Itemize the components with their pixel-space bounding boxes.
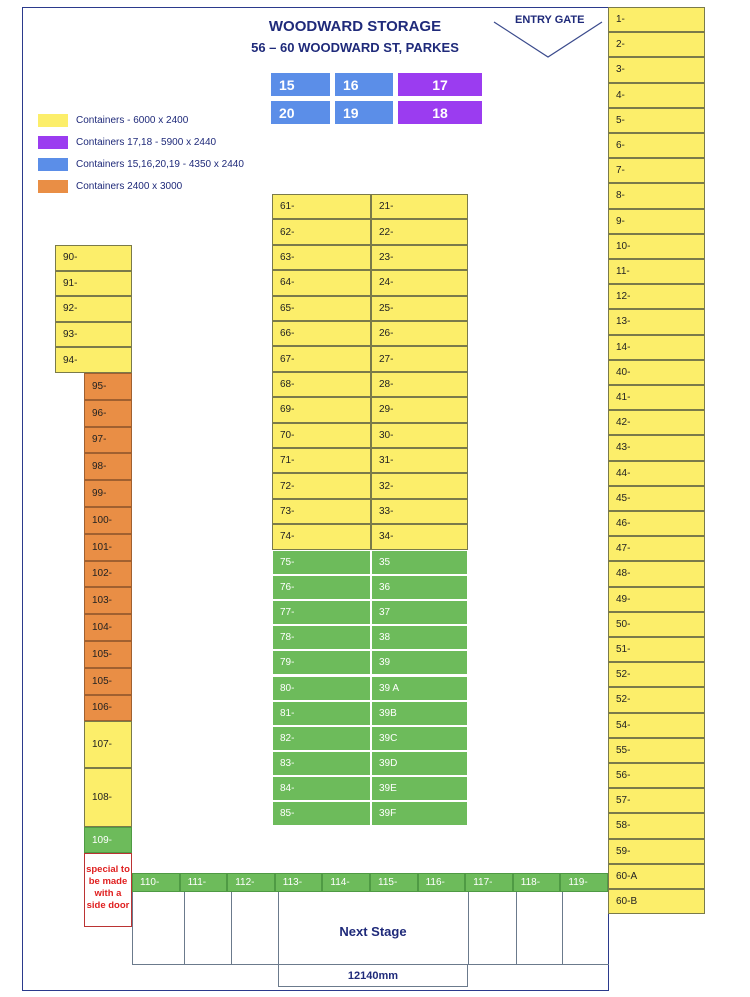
legend-label: Containers 17,18 - 5900 x 2440 bbox=[76, 137, 217, 148]
container-unit: 39F bbox=[371, 801, 468, 826]
container-unit: 109- bbox=[84, 827, 132, 853]
container-unit: 48- bbox=[608, 561, 705, 586]
container-unit: 104- bbox=[84, 614, 132, 641]
container-unit: 43- bbox=[608, 435, 705, 460]
container-unit: 39E bbox=[371, 776, 468, 801]
container-unit: 27- bbox=[371, 346, 468, 371]
container-unit: 62- bbox=[272, 219, 371, 244]
unit-16: 16 bbox=[335, 73, 393, 96]
container-unit: 47- bbox=[608, 536, 705, 561]
legend-swatch bbox=[38, 136, 68, 149]
container-unit: 91- bbox=[55, 271, 132, 297]
container-unit: 63- bbox=[272, 245, 371, 270]
container-unit: 80- bbox=[272, 676, 371, 701]
container-unit: 14- bbox=[608, 335, 705, 360]
legend-item bbox=[38, 158, 244, 171]
container-unit: 28- bbox=[371, 372, 468, 397]
container-unit: 71- bbox=[272, 448, 371, 473]
container-unit: 56- bbox=[608, 763, 705, 788]
container-unit: 113- bbox=[275, 873, 323, 892]
container-unit: 7- bbox=[608, 158, 705, 183]
container-unit: 39D bbox=[371, 751, 468, 776]
unit-15: 15 bbox=[271, 73, 330, 96]
container-unit: 95- bbox=[84, 373, 132, 400]
container-unit: 37 bbox=[371, 600, 468, 625]
container-unit: 38 bbox=[371, 625, 468, 650]
container-unit: 32- bbox=[371, 473, 468, 498]
site-address: 56 – 60 WOODWARD ST, PARKES bbox=[251, 40, 459, 55]
container-unit: 2- bbox=[608, 32, 705, 57]
container-unit: 46- bbox=[608, 511, 705, 536]
container-unit: 30- bbox=[371, 423, 468, 448]
container-unit: 39C bbox=[371, 726, 468, 751]
unit-17: 17 bbox=[398, 73, 482, 96]
container-unit: 54- bbox=[608, 713, 705, 738]
legend-item bbox=[38, 136, 216, 149]
container-unit: 85- bbox=[272, 801, 371, 826]
container-unit: 42- bbox=[608, 410, 705, 435]
divider-line bbox=[231, 892, 232, 965]
container-unit: 99- bbox=[84, 480, 132, 507]
container-unit: 13- bbox=[608, 309, 705, 334]
container-unit: 49- bbox=[608, 587, 705, 612]
container-unit: 33- bbox=[371, 499, 468, 524]
container-unit: 69- bbox=[272, 397, 371, 422]
container-unit: 5- bbox=[608, 108, 705, 133]
container-unit: 29- bbox=[371, 397, 468, 422]
next-stage-label: Next Stage bbox=[339, 924, 407, 939]
container-unit: 52- bbox=[608, 687, 705, 712]
container-unit: 65- bbox=[272, 296, 371, 321]
legend-item bbox=[38, 114, 188, 127]
container-unit: 6- bbox=[608, 133, 705, 158]
container-unit: 40- bbox=[608, 360, 705, 385]
container-unit: 103- bbox=[84, 587, 132, 614]
unit-18: 18 bbox=[398, 101, 482, 124]
container-unit: 39 bbox=[371, 650, 468, 675]
container-unit: 97- bbox=[84, 427, 132, 454]
container-unit: 60-B bbox=[608, 889, 705, 914]
container-unit: 93- bbox=[55, 322, 132, 348]
legend-label: Containers - 6000 x 2400 bbox=[76, 115, 189, 126]
container-unit: 31- bbox=[371, 448, 468, 473]
container-unit: 11- bbox=[608, 259, 705, 284]
container-unit: 76- bbox=[272, 575, 371, 600]
container-unit: 92- bbox=[55, 296, 132, 322]
container-unit: 118- bbox=[513, 873, 561, 892]
container-unit: 36 bbox=[371, 575, 468, 600]
container-unit: 78- bbox=[272, 625, 371, 650]
container-unit: 79- bbox=[272, 650, 371, 675]
container-unit: 60-A bbox=[608, 864, 705, 889]
container-unit: 61- bbox=[272, 194, 371, 219]
container-unit: 110- bbox=[132, 873, 180, 892]
container-unit: 74- bbox=[272, 524, 371, 549]
divider-line bbox=[184, 892, 185, 965]
container-unit: 115- bbox=[370, 873, 418, 892]
container-unit: 100- bbox=[84, 507, 132, 534]
container-unit: 9- bbox=[608, 209, 705, 234]
container-unit: 107- bbox=[84, 721, 132, 768]
container-unit: 72- bbox=[272, 473, 371, 498]
container-unit: 12- bbox=[608, 284, 705, 309]
container-unit: 73- bbox=[272, 499, 371, 524]
container-unit: 106- bbox=[84, 695, 132, 722]
container-unit: 8- bbox=[608, 183, 705, 208]
divider-line bbox=[562, 892, 563, 965]
container-unit: 45- bbox=[608, 486, 705, 511]
container-unit: 70- bbox=[272, 423, 371, 448]
container-unit: 24- bbox=[371, 270, 468, 295]
container-unit: 25- bbox=[371, 296, 468, 321]
container-unit: 39 A bbox=[371, 676, 468, 701]
legend-swatch bbox=[38, 114, 68, 127]
container-unit: 108- bbox=[84, 768, 132, 827]
container-unit: 52- bbox=[608, 662, 705, 687]
container-unit: 114- bbox=[322, 873, 370, 892]
container-unit: 68- bbox=[272, 372, 371, 397]
container-unit: 90- bbox=[55, 245, 132, 271]
container-unit: 58- bbox=[608, 813, 705, 838]
container-unit: 102- bbox=[84, 561, 132, 588]
container-unit: 1- bbox=[608, 7, 705, 32]
container-unit: 98- bbox=[84, 453, 132, 480]
container-unit: 23- bbox=[371, 245, 468, 270]
legend-swatch bbox=[38, 158, 68, 171]
divider-line bbox=[516, 892, 517, 965]
container-unit: 81- bbox=[272, 701, 371, 726]
container-unit: 64- bbox=[272, 270, 371, 295]
legend-label: Containers 2400 x 3000 bbox=[76, 181, 183, 192]
site-title: WOODWARD STORAGE bbox=[268, 18, 442, 35]
container-unit: 101- bbox=[84, 534, 132, 561]
container-unit: 4- bbox=[608, 83, 705, 108]
container-unit: 119- bbox=[560, 873, 608, 892]
container-unit: 44- bbox=[608, 461, 705, 486]
legend-swatch bbox=[38, 180, 68, 193]
container-unit: 22- bbox=[371, 219, 468, 244]
container-unit: 96- bbox=[84, 400, 132, 427]
container-unit: 112- bbox=[227, 873, 275, 892]
divider-line bbox=[278, 892, 279, 965]
container-unit: 39B bbox=[371, 701, 468, 726]
container-unit: 57- bbox=[608, 788, 705, 813]
container-unit: 111- bbox=[180, 873, 228, 892]
container-unit: 35 bbox=[371, 550, 468, 575]
container-unit: 105- bbox=[84, 668, 132, 695]
container-unit: 105- bbox=[84, 641, 132, 668]
unit-20: 20 bbox=[271, 101, 330, 124]
container-unit: 77- bbox=[272, 600, 371, 625]
container-unit: 84- bbox=[272, 776, 371, 801]
container-unit: 3- bbox=[608, 57, 705, 82]
container-unit: 94- bbox=[55, 347, 132, 373]
container-unit: 51- bbox=[608, 637, 705, 662]
container-unit: 67- bbox=[272, 346, 371, 371]
container-unit: 59- bbox=[608, 839, 705, 864]
divider-line bbox=[468, 892, 469, 965]
legend-label: Containers 15,16,20,19 - 4350 x 2440 bbox=[76, 159, 244, 170]
container-unit: 21- bbox=[371, 194, 468, 219]
special-note: special to be made with a side door bbox=[84, 853, 132, 927]
container-unit: 82- bbox=[272, 726, 371, 751]
container-unit: 26- bbox=[371, 321, 468, 346]
container-unit: 75- bbox=[272, 550, 371, 575]
container-unit: 66- bbox=[272, 321, 371, 346]
container-unit: 117- bbox=[465, 873, 513, 892]
container-unit: 41- bbox=[608, 385, 705, 410]
entry-gate-label: ENTRY GATE bbox=[515, 14, 585, 26]
unit-19: 19 bbox=[335, 101, 393, 124]
container-unit: 50- bbox=[608, 612, 705, 637]
container-unit: 10- bbox=[608, 234, 705, 259]
container-unit: 83- bbox=[272, 751, 371, 776]
dimension-label: 12140mm bbox=[347, 970, 399, 982]
container-unit: 34- bbox=[371, 524, 468, 549]
container-unit: 116- bbox=[418, 873, 466, 892]
legend-item bbox=[38, 180, 182, 193]
container-unit: 55- bbox=[608, 738, 705, 763]
